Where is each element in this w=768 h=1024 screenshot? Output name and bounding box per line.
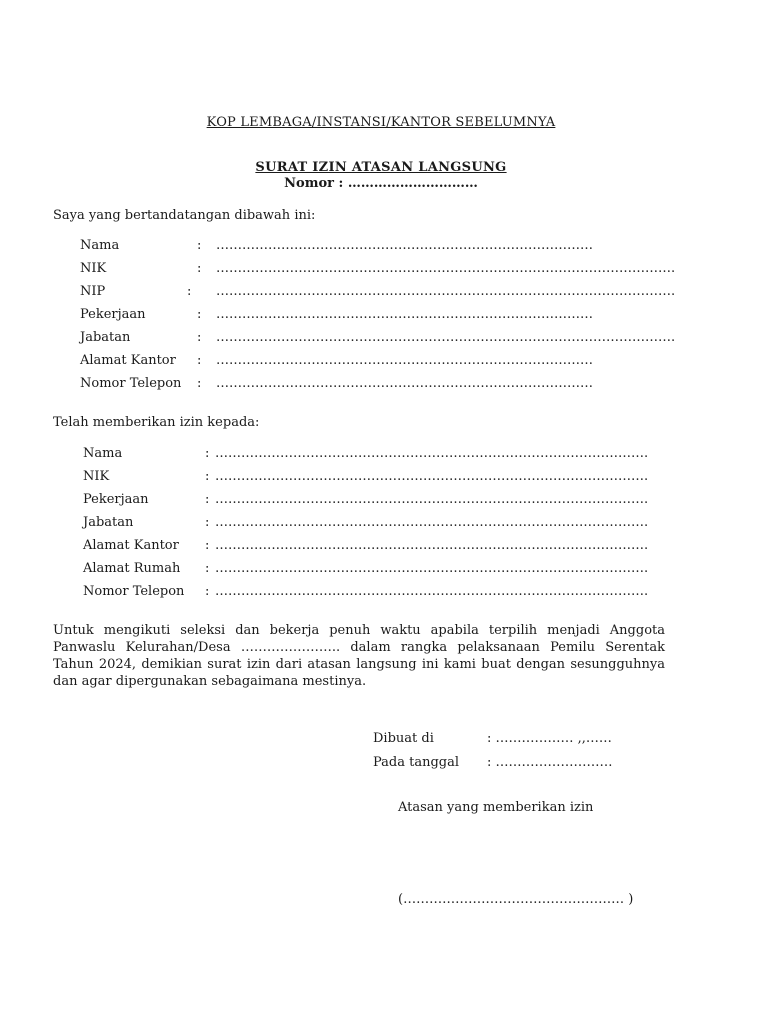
field-label: Nomor Telepon [83, 584, 185, 599]
letterhead: KOP LEMBAGA/INSTANSI/KANTOR SEBELUMNYA [206, 115, 556, 130]
field-blank: …………………………………………………………………………… [216, 353, 593, 368]
field-label: NIK [83, 469, 110, 484]
field-colon: : [205, 446, 210, 461]
field-colon: : [205, 492, 210, 507]
field-label: Pekerjaan [80, 307, 146, 322]
field-colon: : [187, 284, 192, 299]
field-colon: : [205, 469, 210, 484]
field-colon: : [205, 538, 210, 553]
place-value: : ……………… ,,…… [487, 731, 612, 746]
field-label: Jabatan [80, 330, 131, 345]
body-paragraph: Untuk mengikuti seleksi dan bekerja penuh waktu apabila terpilih menjadi Anggota Panwaslu Kelurahan/Desa ………………….. dalam rangka pelaksanaan Pemilu Serentak Tahun 2024, demikian surat izin dari atasan langsung ini kami buat dengan sesungguhnya dan agar dipergunakan sebagaimana mestinya. [53, 623, 665, 689]
document-number: Nomor : ………………………… [284, 176, 478, 191]
field-blank: ……………………………………………………………………………………………. [216, 330, 676, 345]
document-title: SURAT IZIN ATASAN LANGSUNG [255, 160, 507, 175]
field-blank: …………………………………………………………………………… [216, 376, 593, 391]
field-blank: ……………………………………………………………………………………………. [216, 284, 676, 299]
field-colon: : [197, 261, 202, 276]
field-label: Alamat Kantor [83, 538, 179, 553]
field-blank: ………………………………………………………………………………………. [215, 538, 649, 553]
field-colon: : [197, 238, 202, 253]
field-colon: : [197, 376, 202, 391]
field-colon: : [205, 515, 210, 530]
field-blank: ………………………………………………………………………………………. [215, 469, 649, 484]
field-label: Pekerjaan [83, 492, 149, 507]
field-colon: : [197, 330, 202, 345]
field-blank: …………………………………………………………………………… [216, 307, 593, 322]
signature-blank: (…………………………………………… ) [398, 892, 634, 907]
field-label: Alamat Rumah [83, 561, 181, 576]
field-blank: …………………………………………………………………………… [216, 238, 593, 253]
signer-title: Atasan yang memberikan izin [398, 800, 594, 815]
field-colon: : [205, 561, 210, 576]
field-label: Nomor Telepon [80, 376, 182, 391]
field-label: Nama [80, 238, 120, 253]
field-label: Jabatan [83, 515, 134, 530]
field-blank: ………………………………………………………………………………………. [215, 492, 649, 507]
intro-text: Saya yang bertandatangan dibawah ini: [53, 208, 316, 223]
field-label: NIP [80, 284, 106, 299]
field-label: NIK [80, 261, 107, 276]
field-colon: : [197, 353, 202, 368]
field-blank: ………………………………………………………………………………………. [215, 584, 649, 599]
place-label: Dibuat di [373, 731, 434, 746]
field-label: Alamat Kantor [80, 353, 176, 368]
field-colon: : [205, 584, 210, 599]
field-blank: ……………………………………………………………………………………………. [216, 261, 676, 276]
field-blank: ………………………………………………………………………………………. [215, 515, 649, 530]
field-blank: ………………………………………………………………………………………. [215, 446, 649, 461]
permission-intro: Telah memberikan izin kepada: [53, 415, 260, 430]
field-blank: ………………………………………………………………………………………. [215, 561, 649, 576]
date-label: Pada tanggal [373, 755, 460, 770]
field-label: Nama [83, 446, 123, 461]
field-colon: : [197, 307, 202, 322]
date-value: : ……………………… [487, 755, 613, 770]
